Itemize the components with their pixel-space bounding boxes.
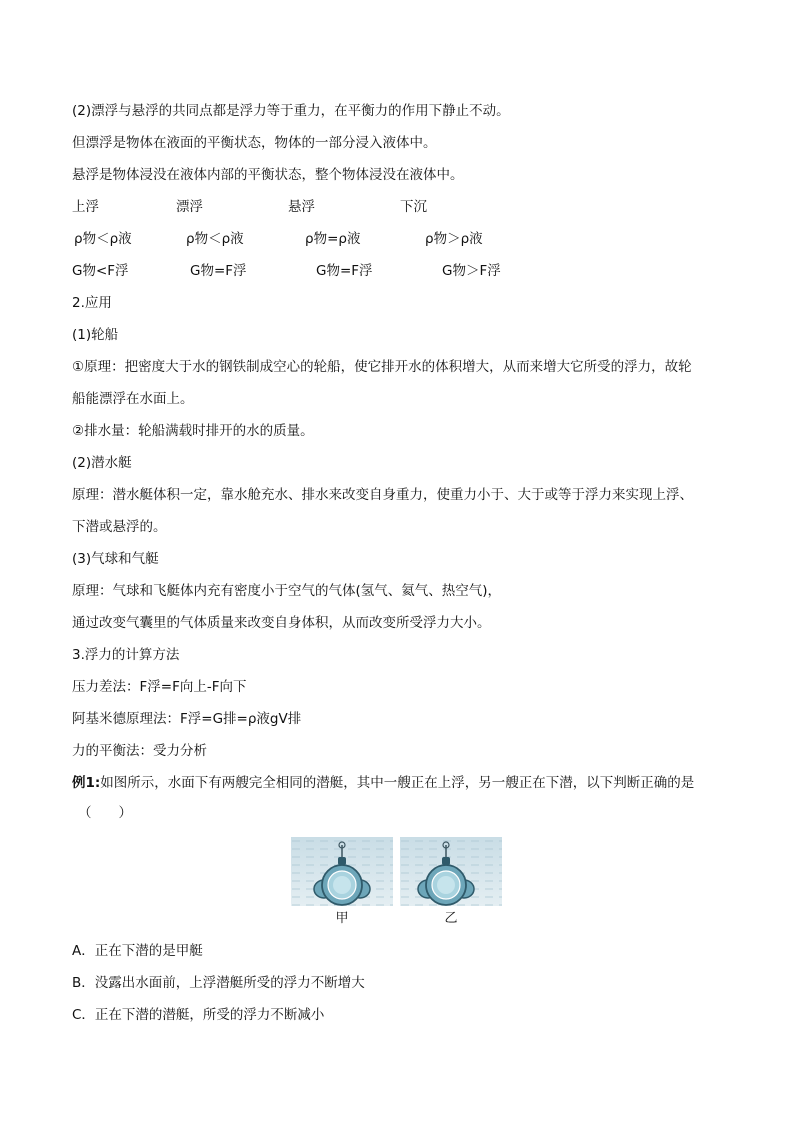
table-cell: ρ物＜ρ液 — [186, 231, 244, 247]
submarine-figure-b — [400, 837, 502, 906]
table-cell: ρ物＜ρ液 — [74, 231, 132, 247]
text-line: ②排水量：轮船满载时排开的水的质量。 — [72, 423, 314, 439]
table-header: 悬浮 — [288, 199, 315, 215]
figure-label-b: 乙 — [444, 911, 458, 926]
text-line: 但漂浮是物体在液面的平衡状态，物体的一部分浸入液体中。 — [72, 135, 437, 151]
figure-label-a: 甲 — [335, 911, 349, 926]
answer-option: C．正在下潜的潜艇，所受的浮力不断减小 — [72, 1007, 325, 1023]
text-line: 下潜或悬浮的。 — [72, 519, 167, 535]
table-cell: G物=F浮 — [316, 263, 373, 279]
example-question — [72, 773, 694, 793]
text-line: (2)漂浮与悬浮的共同点都是浮力等于重力，在平衡力的作用下静止不动。 — [72, 103, 510, 119]
text-line: 通过改变气囊里的气体质量来改变自身体积，从而改变所受浮力大小。 — [72, 615, 491, 631]
example-label: 例1: — [72, 775, 101, 791]
table-cell: G物＞F浮 — [442, 263, 501, 279]
answer-blank: （ ） — [78, 805, 132, 821]
answer-option: B．没露出水面前，上浮潜艇所受的浮力不断增大 — [72, 975, 365, 991]
text-line: 力的平衡法：受力分析 — [72, 743, 207, 759]
text-line: 阿基米德原理法：F浮=G排=ρ液gV排 — [72, 711, 302, 727]
table-cell: G物<F浮 — [72, 263, 129, 279]
subsection-heading: (2)潜水艇 — [72, 455, 132, 471]
table-cell: G物=F浮 — [190, 263, 247, 279]
text-line: 船能漂浮在水面上。 — [72, 391, 194, 407]
table-header: 上浮 — [72, 199, 99, 215]
question-text: 如图所示，水面下有两艘完全相同的潜艇，其中一艘正在上浮，另一艘正在下潜，以下判断正确的是 — [100, 775, 695, 791]
text-line: 原理：潜水艇体积一定，靠水舱充水、排水来改变自身重力，使重力小于、大于或等于浮力来实现上浮、 — [72, 487, 693, 503]
answer-option: A．正在下潜的是甲艇 — [72, 943, 203, 959]
subsection-heading: (3)气球和气艇 — [72, 551, 159, 567]
text-line: 悬浮是物体浸没在液体内部的平衡状态，整个物体浸没在液体中。 — [72, 167, 464, 183]
table-cell: ρ物=ρ液 — [305, 231, 361, 247]
table-header: 漂浮 — [176, 199, 203, 215]
subsection-heading: (1)轮船 — [72, 327, 119, 343]
text-line: 压力差法：F浮=F向上-F向下 — [72, 679, 247, 695]
submarine-figure-a — [291, 837, 393, 906]
text-line: ①原理：把密度大于水的钢铁制成空心的轮船，使它排开水的体积增大，从而来增大它所受的浮力，故轮 — [72, 359, 692, 375]
section-heading: 2.应用 — [72, 295, 112, 311]
table-cell: ρ物＞ρ液 — [425, 231, 483, 247]
text-line: 原理：气球和飞艇体内充有密度小于空气的气体(氢气、氦气、热空气)， — [72, 583, 502, 599]
table-header: 下沉 — [400, 199, 427, 215]
section-heading: 3.浮力的计算方法 — [72, 647, 180, 663]
